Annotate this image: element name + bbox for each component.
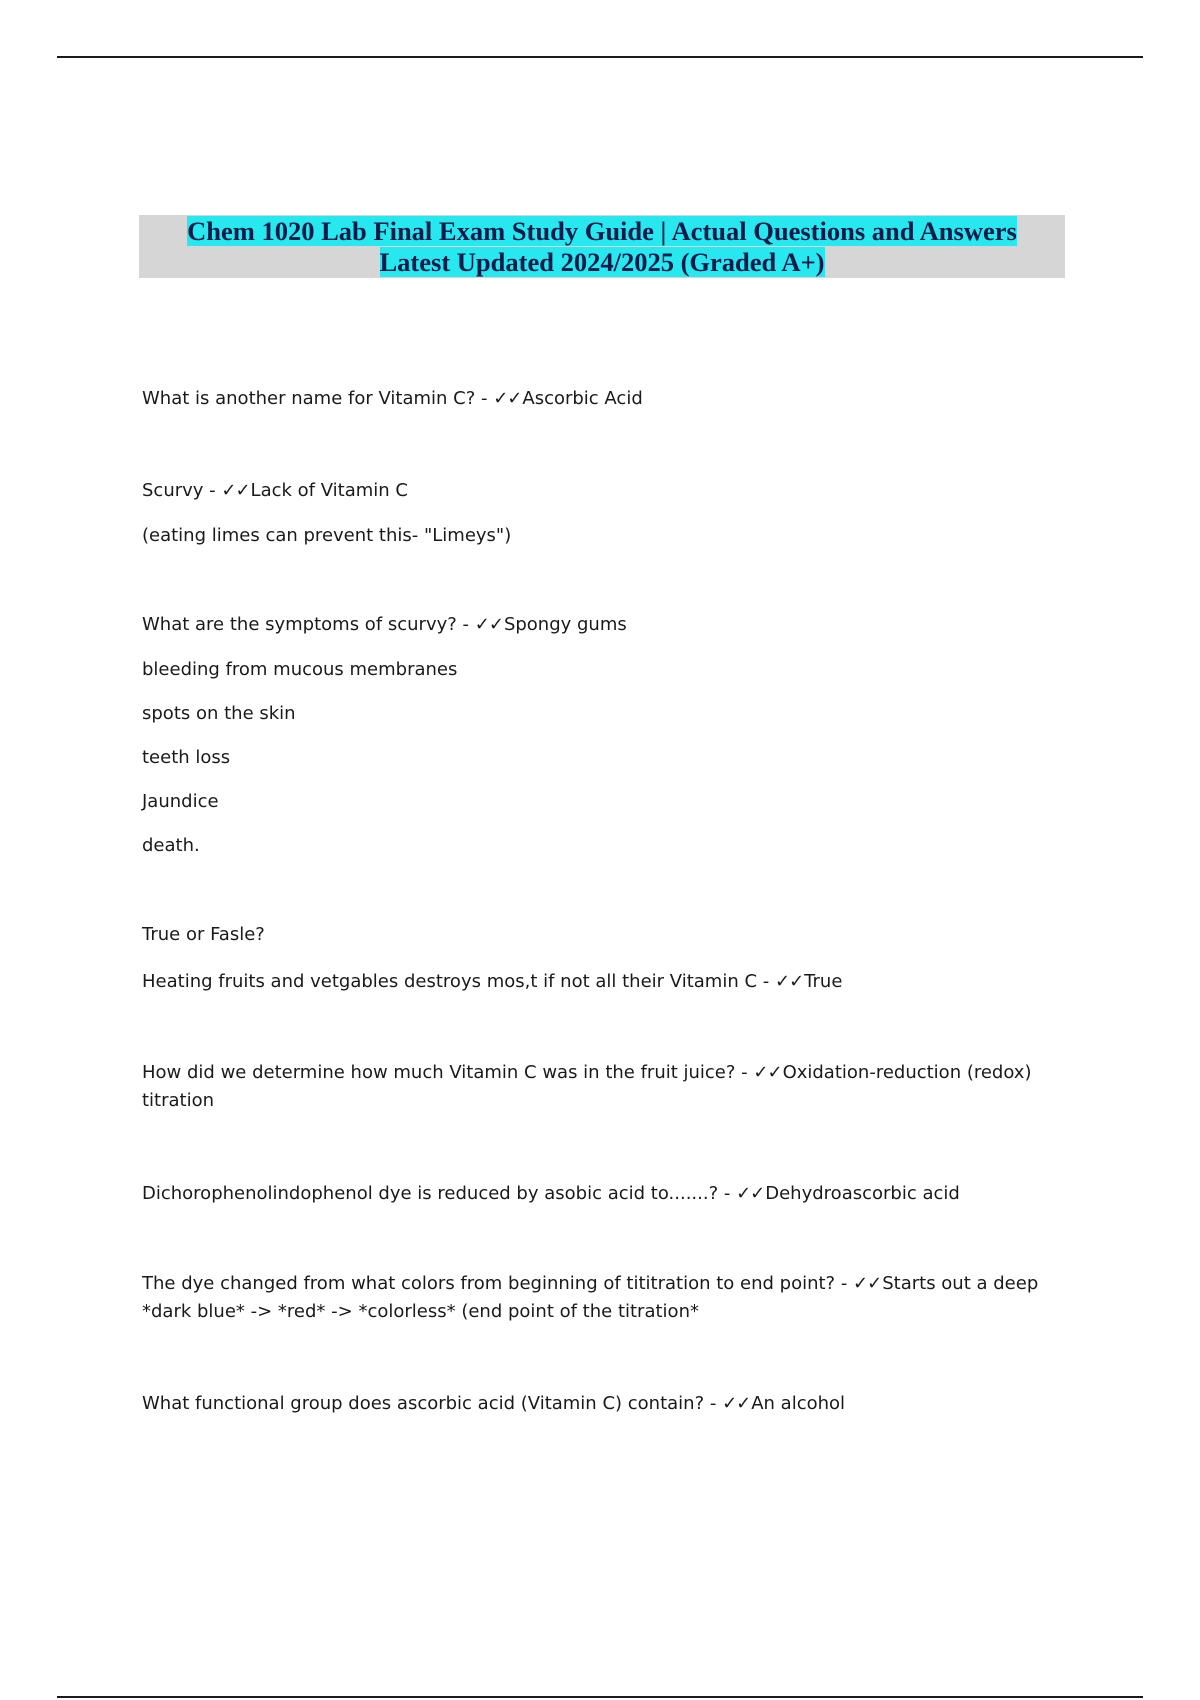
question-prefix: True or Fasle? xyxy=(142,924,265,945)
double-check-icon: ✓✓ xyxy=(853,1273,882,1294)
answer-text: An alcohol xyxy=(751,1393,846,1414)
answer-continuation: bleeding from mucous membranes xyxy=(142,659,458,680)
bottom-rule xyxy=(57,1696,1143,1698)
double-check-icon: ✓✓ xyxy=(736,1183,765,1204)
answer-text: Spongy gums xyxy=(503,614,627,635)
question-text: The dye changed from what colors from beginning of tititration to end point? - xyxy=(142,1273,854,1294)
qa-item-3 xyxy=(142,614,627,636)
qa-item-6 xyxy=(142,1183,960,1205)
answer-text: Ascorbic Acid xyxy=(522,388,643,409)
answer-continuation: spots on the skin xyxy=(142,703,296,724)
qa-item-7 xyxy=(142,1270,1042,1326)
answer-text: True xyxy=(804,971,843,992)
double-check-icon: ✓✓ xyxy=(722,1393,751,1414)
qa-item-1 xyxy=(142,388,643,410)
qa-item-4 xyxy=(142,971,842,993)
question-text: Scurvy - xyxy=(142,480,222,501)
title-line-1: Chem 1020 Lab Final Exam Study Guide | Actual Questions and Answers xyxy=(187,216,1017,246)
question-text: What is another name for Vitamin C? - xyxy=(142,388,494,409)
answer-text: Starts out a deep *dark blue* -> *red* -> *colorless* (end point of the titration* xyxy=(142,1273,1039,1322)
qa-item-5 xyxy=(142,1059,1042,1115)
answer-continuation: Jaundice xyxy=(142,791,219,812)
answer-continuation: teeth loss xyxy=(142,747,231,768)
qa-item-2 xyxy=(142,480,408,502)
answer-text: Dehydroascorbic acid xyxy=(765,1183,960,1204)
title-line-2: Latest Updated 2024/2025 (Graded A+) xyxy=(379,247,825,277)
question-text: What are the symptoms of scurvy? - xyxy=(142,614,475,635)
document-title xyxy=(139,216,1065,278)
answer-text: Oxidation-reduction (redox) titration xyxy=(142,1062,1032,1111)
top-rule xyxy=(57,56,1143,58)
double-check-icon: ✓✓ xyxy=(221,480,250,501)
answer-continuation: (eating limes can prevent this- "Limeys") xyxy=(142,525,512,546)
answer-text: Lack of Vitamin C xyxy=(250,480,408,501)
qa-item-8 xyxy=(142,1393,845,1415)
question-text: Dichorophenolindophenol dye is reduced by asobic acid to.......? - xyxy=(142,1183,737,1204)
double-check-icon: ✓✓ xyxy=(774,971,804,992)
question-text: How did we determine how much Vitamin C was in the fruit juice? - xyxy=(142,1062,754,1083)
question-text: What functional group does ascorbic acid (Vitamin C) contain? - xyxy=(142,1393,723,1414)
double-check-icon: ✓✓ xyxy=(753,1062,782,1083)
question-text: Heating fruits and vetgables destroys mos,t if not all their Vitamin C - xyxy=(142,971,775,992)
answer-continuation: death. xyxy=(142,835,200,856)
double-check-icon: ✓✓ xyxy=(474,614,503,635)
double-check-icon: ✓✓ xyxy=(493,388,522,409)
